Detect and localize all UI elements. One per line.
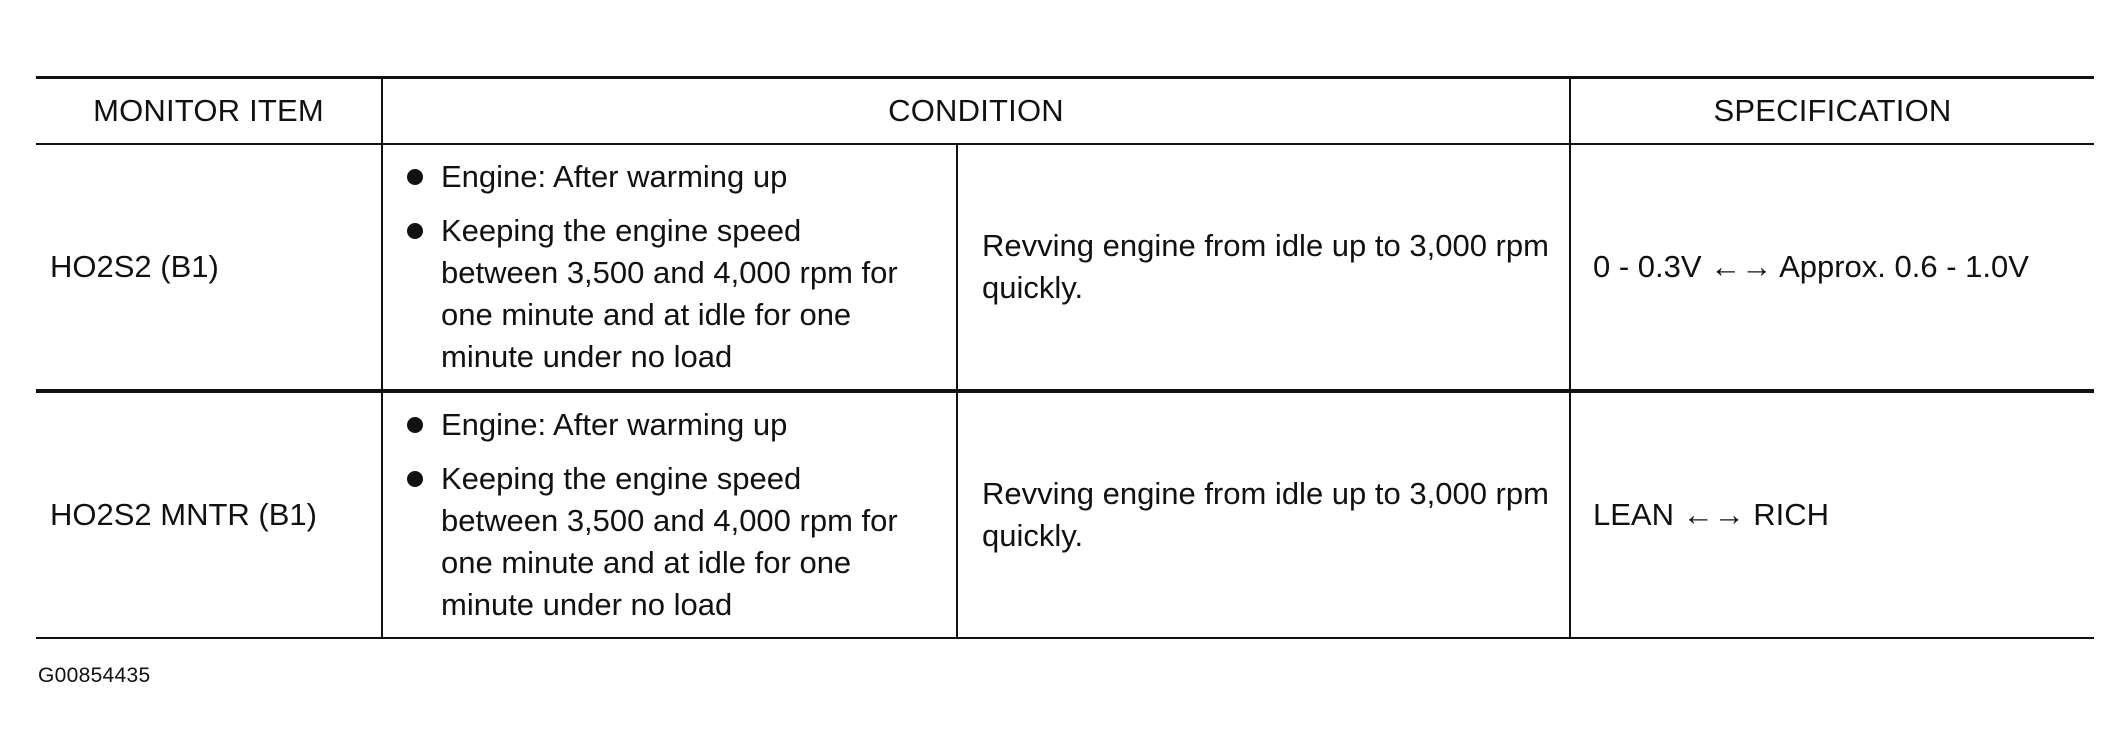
condition-list xyxy=(383,404,956,626)
condition-list xyxy=(383,156,956,378)
header-specification: SPECIFICATION xyxy=(1570,78,2094,145)
specification-cell: LEAN ←→ RICH xyxy=(1570,391,2094,638)
bullet-icon xyxy=(407,223,423,239)
table-header-row xyxy=(36,78,2094,145)
table-row xyxy=(36,144,2094,391)
bullet-icon xyxy=(407,471,423,487)
condition-list-cell xyxy=(382,144,957,391)
condition-list-item xyxy=(407,404,956,446)
action-cell: Revving engine from idle up to 3,000 rpm quickly. xyxy=(957,391,1570,638)
header-condition: CONDITION xyxy=(382,78,1570,145)
bullet-icon xyxy=(407,169,423,185)
monitor-item-cell: HO2S2 MNTR (B1) xyxy=(36,391,382,638)
specification-table xyxy=(36,76,2094,639)
specification-cell: 0 - 0.3V ←→ Approx. 0.6 - 1.0V xyxy=(1570,144,2094,391)
condition-list-item xyxy=(407,156,956,198)
condition-list-cell xyxy=(382,391,957,638)
condition-text: Engine: After warming up xyxy=(441,407,788,442)
condition-text: Engine: After warming up xyxy=(441,159,788,194)
condition-list-item xyxy=(407,210,921,378)
condition-list-item xyxy=(407,458,921,626)
figure-code: G00854435 xyxy=(38,664,151,687)
action-cell: Revving engine from idle up to 3,000 rpm quickly. xyxy=(957,144,1570,391)
header-monitor-item: MONITOR ITEM xyxy=(36,78,382,145)
monitor-item-cell: HO2S2 (B1) xyxy=(36,144,382,391)
table-row xyxy=(36,391,2094,638)
bullet-icon xyxy=(407,417,423,433)
condition-text: Keeping the engine speed between 3,500 and 4,000 rpm for one minute and at idle for one minute under no load xyxy=(441,213,898,374)
condition-text: Keeping the engine speed between 3,500 and 4,000 rpm for one minute and at idle for one minute under no load xyxy=(441,461,898,622)
